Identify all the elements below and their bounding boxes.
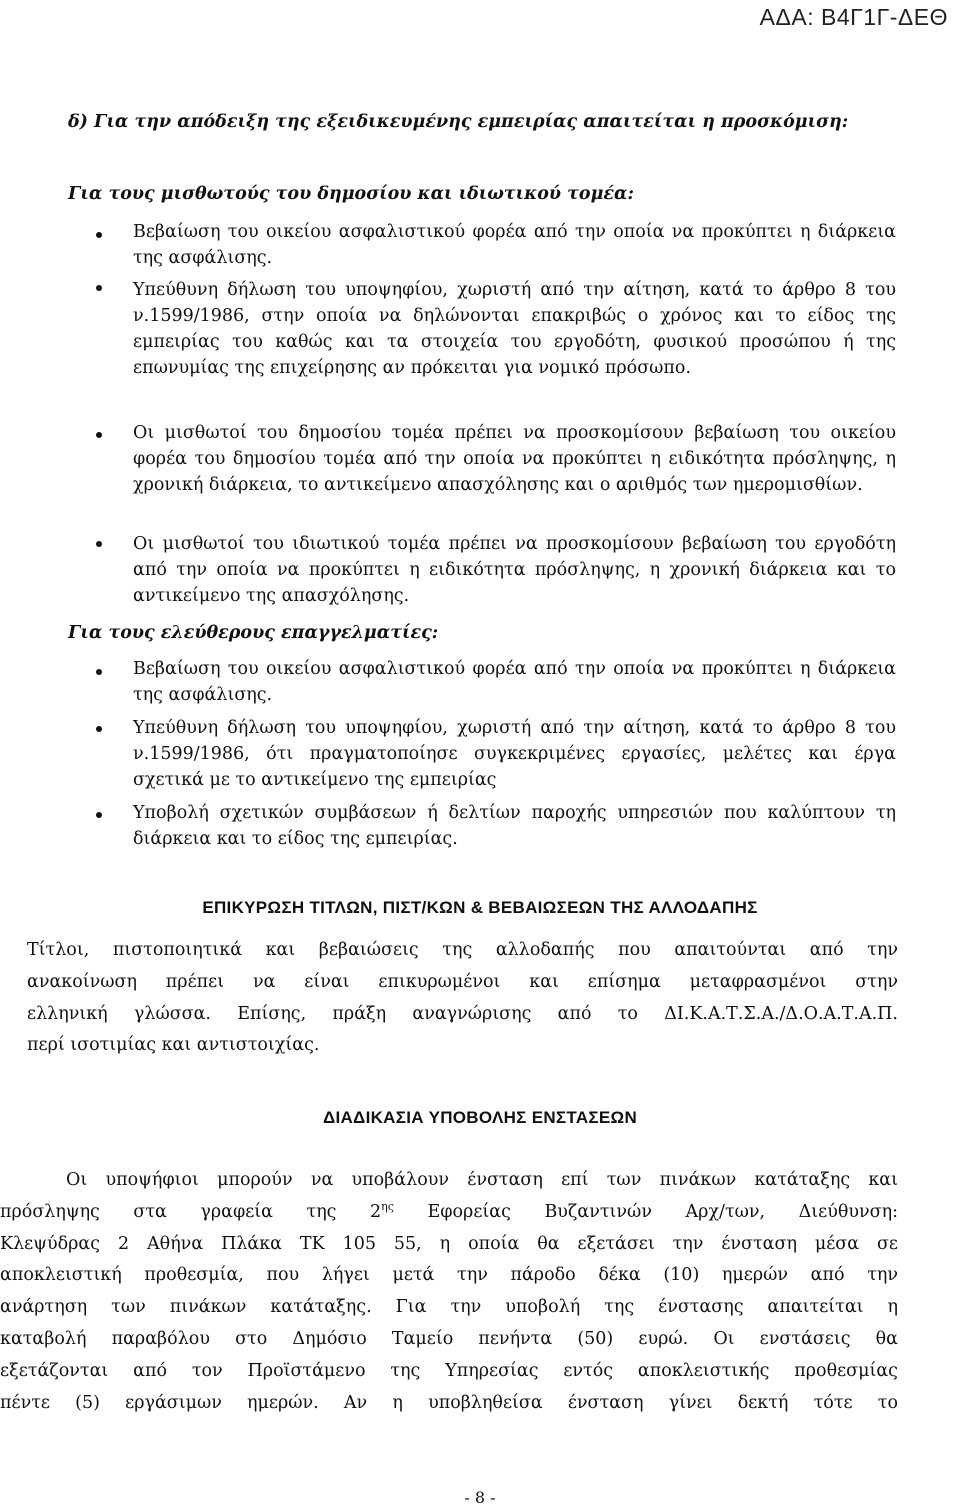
objections-paragraph (0, 1165, 898, 1419)
bullet-dot (96, 285, 102, 291)
text-line: Οι υποψήφιοι μπορούν να υποβάλουν ένσταση επί των πινάκων κατάταξης και (66, 1170, 898, 1190)
list-item: Υπεύθυνη δήλωση του υποψηφίου, χωριστή από την αίτηση, κατά το άρθρο 8 του ν.1599/1986, ότι πραγματοποίησε συγκεκριμένες εργασίες, μελέτες και έργα σχετικά με το αντικείμενο της εμπειρίας (133, 718, 896, 790)
text-line (0, 1197, 898, 1229)
experience-title: δ) Για την απόδειξη της εξειδικευμένης εμπειρίας απαιτείται η προσκόμιση: (68, 112, 849, 132)
list-item: Οι μισθωτοί του δημοσίου τομέα πρέπει να προσκομίσουν βεβαίωση του οικείου φορέα του δημοσίου τομέα από την οποία να προκύπτει η ειδικότητα πρόσληψης, η χρονική διάρκεια, το αντικείμενο απασχόλησης και ο αριθμός των ημερομισθίων. (133, 423, 896, 495)
text-line: πέντε (5) εργάσιμων ημερών. Αν η υποβληθείσα ένσταση γίνει δεκτή τότε το (0, 1392, 898, 1413)
ada-code: ΑΔΑ: Β4Γ1Γ-ΔΕΘ (759, 4, 948, 30)
freelancers-heading: Για τους ελεύθερους επαγγελματίες: (68, 623, 439, 643)
list-item: Βεβαίωση του οικείου ασφαλιστικού φορέα από την οποία να προκύπτει η διάρκεια της ασφάλισης. (133, 222, 896, 268)
bullet-dot (96, 232, 102, 238)
text-line: ανάρτηση των πινάκων κατάταξης. Για την υποβολή της ένστασης απαιτείται η (0, 1297, 898, 1318)
list-item: Υποβολή σχετικών συμβάσεων ή δελτίων παροχής υπηρεσιών που καλύπτουν τη διάρκεια και το είδος της εμπειρίας. (133, 803, 896, 849)
ordinal-suffix: ης (381, 1199, 394, 1213)
text-line: Κλεψύδρας 2 Αθήνα Πλάκα ΤΚ 105 55, η οποία θα εξετάσει την ένσταση μέσα σε (0, 1233, 898, 1254)
list-item: Βεβαίωση του οικείου ασφαλιστικού φορέα από την οποία να προκύπτει η διάρκεια της ασφάλισης. (133, 659, 896, 705)
list-item: Οι μισθωτοί του ιδιωτικού τομέα πρέπει να προσκομίσουν βεβαίωση του εργοδότη από την οποία να προκύπτει η ειδικότητα πρόσληψης, η χρονική διάρκεια και το αντικείμενο της απασχόλησης. (133, 534, 896, 606)
objections-title: ΔΙΑΔΙΚΑΣΙΑ ΥΠΟΒΟΛΗΣ ΕΝΣΤΑΣΕΩΝ (322, 1108, 638, 1127)
text-fragment: Εφορείας Βυζαντινών Αρχ/των, Διεύθυνση: (393, 1201, 898, 1222)
bullet-dot (96, 726, 102, 732)
ratification-paragraph (27, 935, 898, 1062)
text-line: αποκλειστική προθεσμία, που λήγει μετά την πάροδο δέκα (10) ημερών από την (0, 1265, 898, 1286)
employees-heading: Για τους μισθωτούς του δημοσίου και ιδιωτικού τομέα: (68, 184, 634, 204)
ratification-title: ΕΠΙΚΥΡΩΣΗ ΤΙΤΛΩΝ, ΠΙΣΤ/ΚΩΝ & ΒΕΒΑΙΩΣΕΩΝ ΤΗΣ ΑΛΛΟΔΑΠΗΣ (202, 898, 758, 917)
list-item: Υπεύθυνη δήλωση του υποψηφίου, χωριστή από την αίτηση, κατά το άρθρο 8 του ν.1599/1986, στην οποία να δηλώνονται επακριβώς ο χρόνος και το είδος της εμπειρίας του καθώς και τα στοιχεία του εργοδότη, φυσικού προσώπου ή της επωνυμίας της επιχείρησης αν πρόκειται για νομικό πρόσωπο. (133, 280, 896, 378)
text-line: εξετάζονται από τον Προϊστάμενο της Υπηρεσίας εντός αποκλειστικής προθεσμίας (0, 1360, 898, 1381)
text-line: Τίτλοι, πιστοποιητικά και βεβαιώσεις της αλλοδαπής που απαιτούνται από την (27, 940, 898, 960)
text-line: καταβολή παραβόλου στο Δημόσιο Ταμείο πενήντα (50) ευρώ. Οι ενστάσεις θα (0, 1328, 898, 1349)
text-line: ανακοίνωση πρέπει να είναι επικυρωμένοι και επίσημα μεταφρασμένοι στην (27, 971, 898, 992)
page-number: - 8 - (464, 1488, 496, 1507)
bullet-dot (96, 812, 102, 818)
bullet-dot (96, 669, 102, 675)
text-line: ελληνική γλώσσα. Επίσης, πράξη αναγνώρισης από το ΔΙ.Κ.Α.Τ.Σ.Α./Δ.Ο.Α.Τ.Α.Π. (27, 1003, 898, 1024)
text-line: περί ισοτιμίας και αντιστοιχίας. (27, 1035, 320, 1056)
bullet-dot (96, 541, 102, 547)
text-fragment: πρόσληψης στα γραφεία της 2 (0, 1201, 382, 1222)
bullet-dot (96, 432, 102, 438)
